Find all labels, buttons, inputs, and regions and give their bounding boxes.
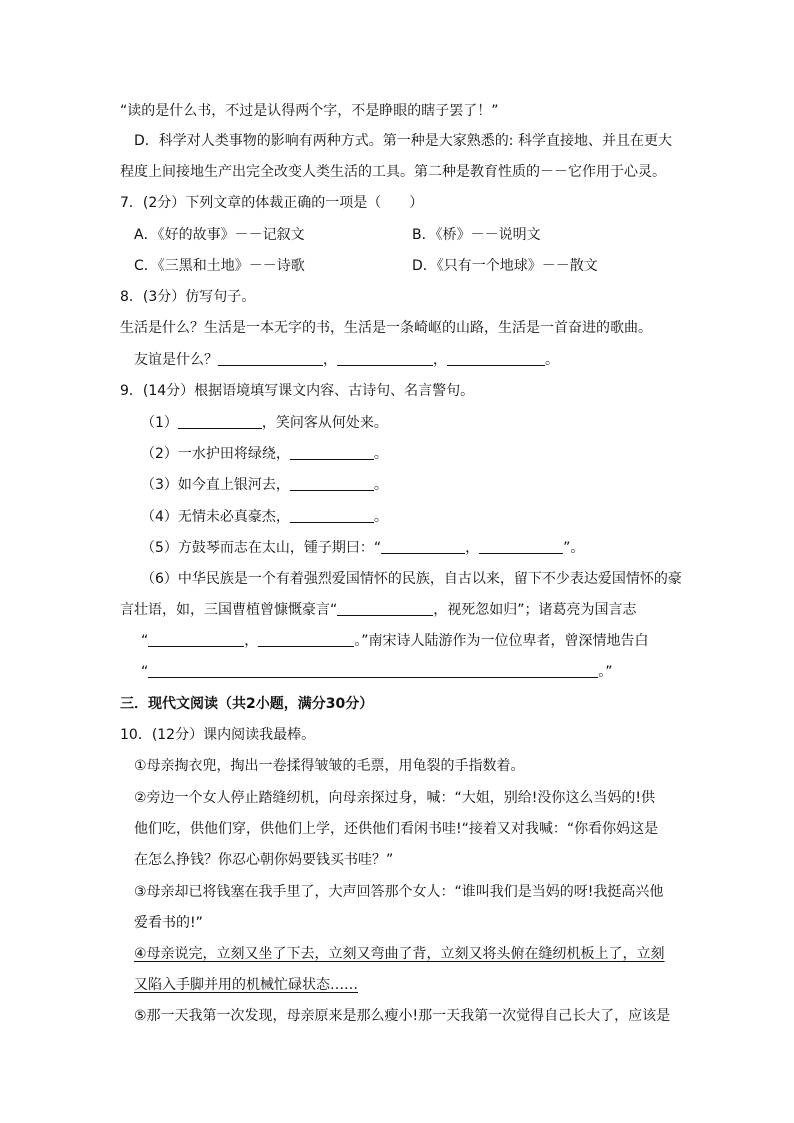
paragraph-1: ①母亲掏衣兜，掏出一卷揉得皱皱的毛票，用龟裂的手指数着。 xyxy=(134,758,525,774)
question-10: 10．(12分）课内阅读我最棒。 xyxy=(120,727,316,743)
item-text: 言壮语，如，三国曹植曾慷慨豪言“ xyxy=(120,602,338,618)
option-d-line2: 程度上间接地生产出完全改变人类生活的工具。第二种是教育性质的－－它作用于心灵。 xyxy=(120,164,666,180)
quote-start: “ xyxy=(141,633,149,649)
quote-end: ”。 xyxy=(563,540,585,556)
paragraph-3-line2: 爱看书的!” xyxy=(134,915,203,931)
q9-item-1 xyxy=(141,413,388,433)
q9-item-6-line3 xyxy=(141,631,649,651)
q7-option-d: D．《只有一个地球》－－散文 xyxy=(412,258,598,274)
q9-item-5 xyxy=(141,538,584,558)
item-text: ，笑问客从何处来。 xyxy=(261,415,388,431)
period: 。 xyxy=(545,352,559,368)
answer-blank[interactable] xyxy=(479,539,563,554)
section-3-heading: 三．现代文阅读（共2小题，满分30分） xyxy=(120,696,374,712)
option-d-line1: D．科学对人类事物的影响有两种方式。第一种是大家熟悉的: 科学直接地、并且在更大 xyxy=(134,133,672,149)
period: 。 xyxy=(373,446,388,462)
item-text: （4）无情未必真豪杰， xyxy=(141,509,290,525)
question-8: 8．(3分）仿写句子。 xyxy=(120,289,256,305)
answer-blank[interactable] xyxy=(290,476,374,491)
q7-option-c: C．《三黑和土地》－－诗歌 xyxy=(134,258,305,274)
answer-blank[interactable] xyxy=(218,351,323,366)
quote-line: “读的是什么书，不过是认得两个字，不是睁眼的瞎子罢了！” xyxy=(120,103,499,119)
paragraph-4-line2: 又陷入手脚并用的机械忙碌状态…… xyxy=(134,977,358,993)
paragraph-2-line2: 他们吃，供他们穿，供他们上学，还供他们看闲书哇!“接着又对我喊：“你看你妈这是 xyxy=(134,821,659,837)
quote-start: “ xyxy=(141,664,149,680)
paragraph-2-line1: ②旁边一个女人停止踏缝纫机，向母亲探过身，喊：“大姐，别给!没你这么当妈的!供 xyxy=(134,790,656,806)
answer-blank[interactable] xyxy=(148,632,244,647)
item-text: （3）如今直上银河去， xyxy=(141,477,290,493)
q8-prompt xyxy=(134,350,559,370)
question-9: 9．(14分）根据语境填写课文内容、古诗句、名言警句。 xyxy=(120,383,475,399)
item-text: （5）方鼓琴而志在太山，锺子期曰：“ xyxy=(141,540,382,556)
answer-blank[interactable] xyxy=(148,663,598,678)
comma: ， xyxy=(323,352,337,368)
q9-item-4 xyxy=(141,507,388,527)
q9-item-6-line1: （6）中华民族是一个有着强烈爱国情怀的民族，自古以来，留下不少表达爱国情怀的豪 xyxy=(141,571,682,587)
q9-item-6-line2 xyxy=(120,600,637,620)
q9-item-2 xyxy=(141,444,388,464)
period: 。 xyxy=(373,509,388,525)
comma: ， xyxy=(465,540,480,556)
item-text: ，视死忽如归”；诸葛亮为国言志 xyxy=(433,602,637,618)
answer-blank[interactable] xyxy=(337,601,433,616)
comma: ， xyxy=(433,352,447,368)
paragraph-3-line1: ③母亲却已将钱塞在我手里了，大声回答那个女人：“谁叫我们是当妈的呀!我挺高兴他 xyxy=(134,884,664,900)
answer-blank[interactable] xyxy=(290,445,374,460)
comma: ， xyxy=(244,633,259,649)
answer-blank[interactable] xyxy=(258,632,354,647)
paragraph-2-line3: 在怎么挣钱？你忍心朝你妈要钱买书哇？” xyxy=(134,852,394,868)
paragraph-4-line1: ④母亲说完，立刻又坐了下去，立刻又弯曲了背，立刻又将头俯在缝纫机板上了，立刻 xyxy=(134,946,665,962)
q8-prompt-text: 友谊是什么？ xyxy=(134,352,218,368)
item-number: （1） xyxy=(141,415,178,431)
q7-option-b: B．《桥》－－说明文 xyxy=(412,227,541,243)
answer-blank[interactable] xyxy=(447,351,545,366)
q9-item-3 xyxy=(141,475,388,495)
period: 。 xyxy=(373,477,388,493)
paragraph-5-line1: ⑤那一天我第一次发现，母亲原来是那么瘦小!那一天我第一次觉得自己长大了，应该是 xyxy=(134,1008,671,1024)
answer-blank[interactable] xyxy=(178,414,262,429)
quote-end: 。” xyxy=(598,664,613,680)
q7-option-a: A．《好的故事》－－记叙文 xyxy=(134,227,305,243)
item-text: 。”南宋诗人陆游作为一位位卑者，曾深情地告白 xyxy=(354,633,649,649)
q9-item-6-line4 xyxy=(141,662,613,682)
item-text: （2）一水护田将绿绕， xyxy=(141,446,290,462)
answer-blank[interactable] xyxy=(381,539,465,554)
q8-sample: 生活是什么？生活是一本无字的书，生活是一条崎岖的山路，生活是一首奋进的歌曲。 xyxy=(120,320,652,336)
question-7: 7．(2分）下列文章的体裁正确的一项是（ ） xyxy=(120,195,424,211)
answer-blank[interactable] xyxy=(337,351,433,366)
answer-blank[interactable] xyxy=(290,508,374,523)
